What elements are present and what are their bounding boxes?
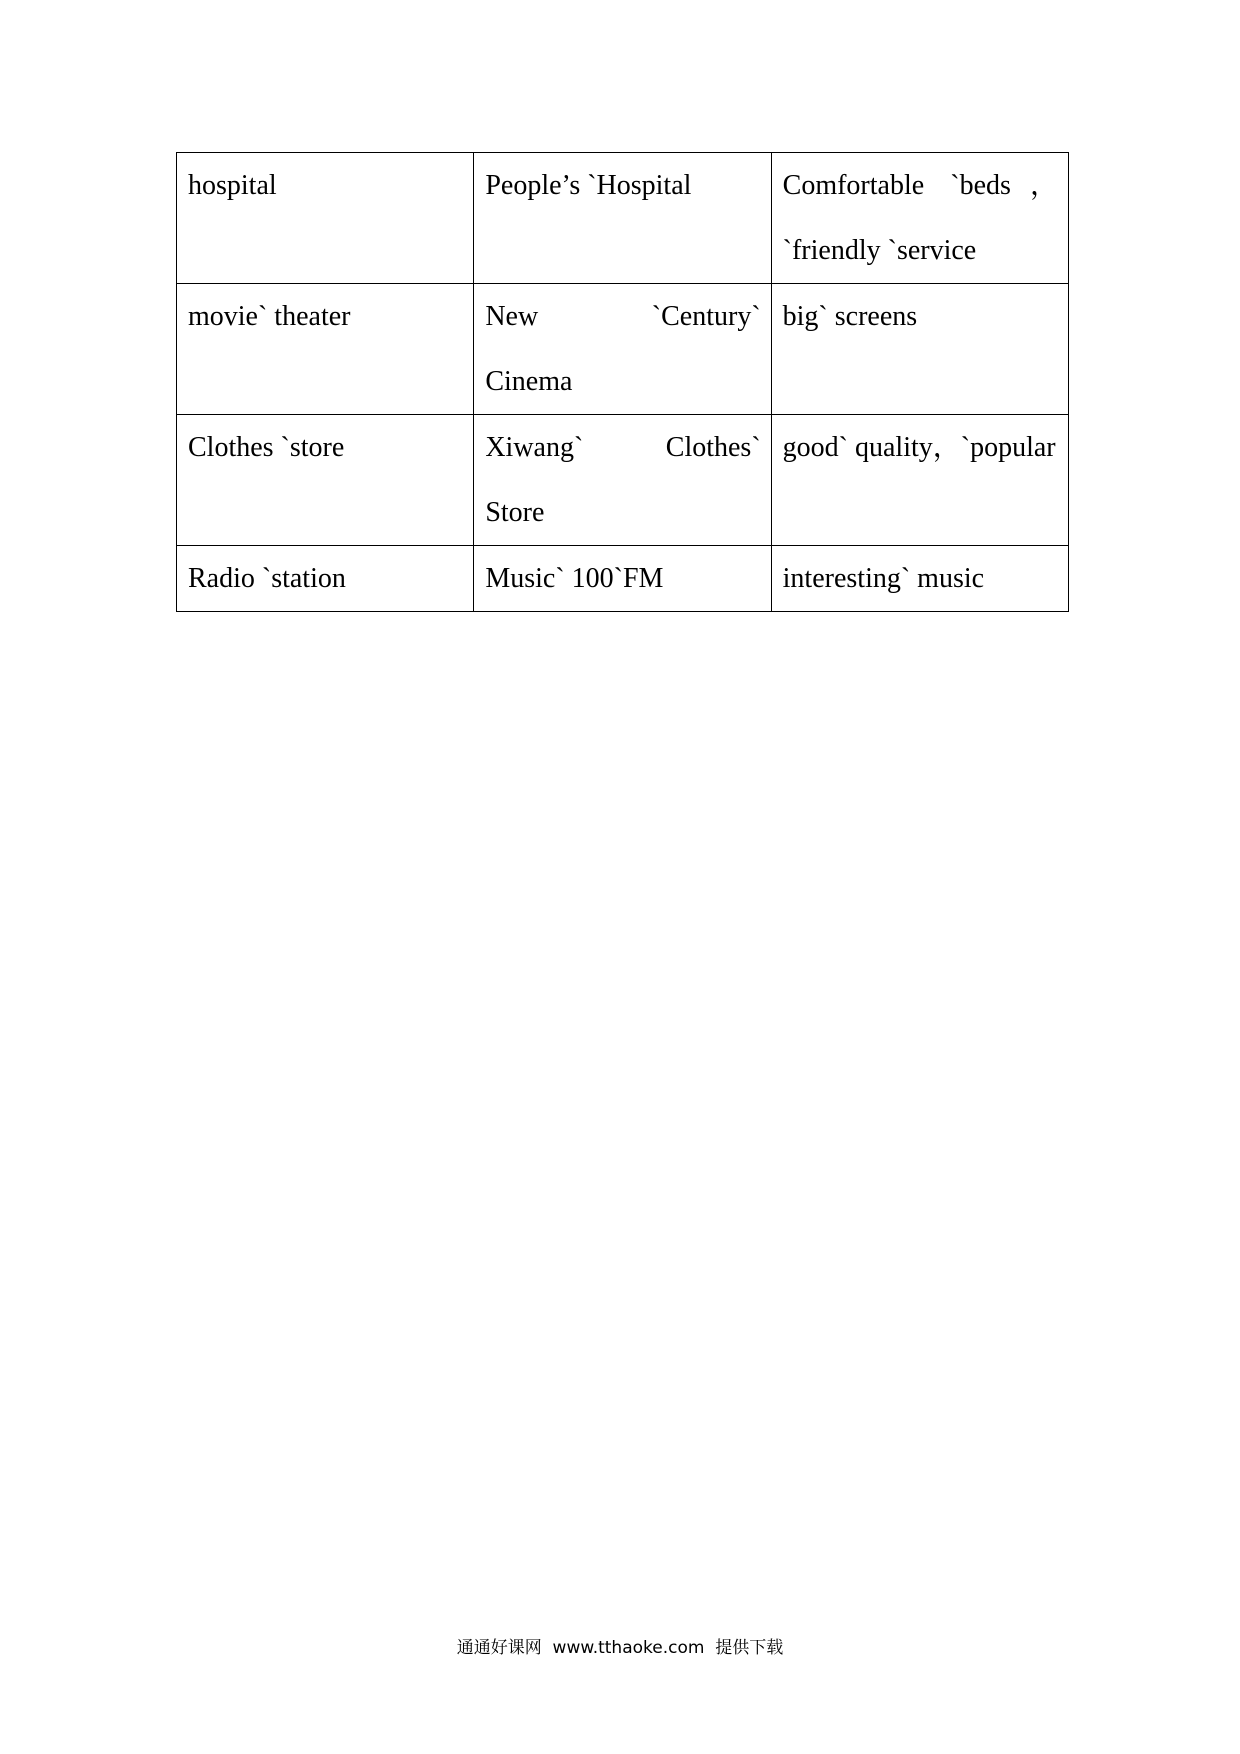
cell-text: good` quality，`popular: [782, 432, 1056, 463]
table-row: [177, 153, 1069, 284]
cell-text: Music` 100`FM: [485, 563, 664, 594]
table-cell-feature: [771, 546, 1068, 612]
cell-text: Radio `station: [188, 563, 346, 594]
table-row: [177, 546, 1069, 612]
places-table: [176, 152, 1069, 612]
cell-text: People’s `Hospital: [485, 170, 692, 201]
cell-text: Store: [485, 497, 545, 528]
table-cell-feature: [771, 415, 1068, 546]
cell-text: Cinema: [485, 366, 573, 397]
table-cell-name: [474, 284, 771, 415]
cell-text: hospital: [188, 170, 277, 201]
table-cell-feature: [771, 284, 1068, 415]
table-row: [177, 415, 1069, 546]
cell-text: Xiwang` Clothes`: [485, 432, 761, 463]
cell-text: New `Century`: [485, 301, 761, 332]
table-cell-name: [474, 153, 771, 284]
page-footer-source-note: 通通好课网 www.tthaoke.com 提供下载: [456, 1638, 784, 1658]
cell-text: `friendly `service: [782, 235, 977, 266]
cell-text: interesting` music: [782, 563, 985, 594]
cell-text: big` screens: [782, 301, 918, 332]
table-cell-place: [177, 415, 474, 546]
table-row: [177, 284, 1069, 415]
table-cell-place: [177, 153, 474, 284]
cell-text: movie` theater: [188, 301, 351, 332]
table-cell-feature: [771, 153, 1068, 284]
table-cell-place: [177, 284, 474, 415]
table-cell-place: [177, 546, 474, 612]
cell-text: Comfortable `beds，: [782, 170, 1058, 201]
table-cell-name: [474, 546, 771, 612]
cell-text: Clothes `store: [188, 432, 345, 463]
table-cell-name: [474, 415, 771, 546]
